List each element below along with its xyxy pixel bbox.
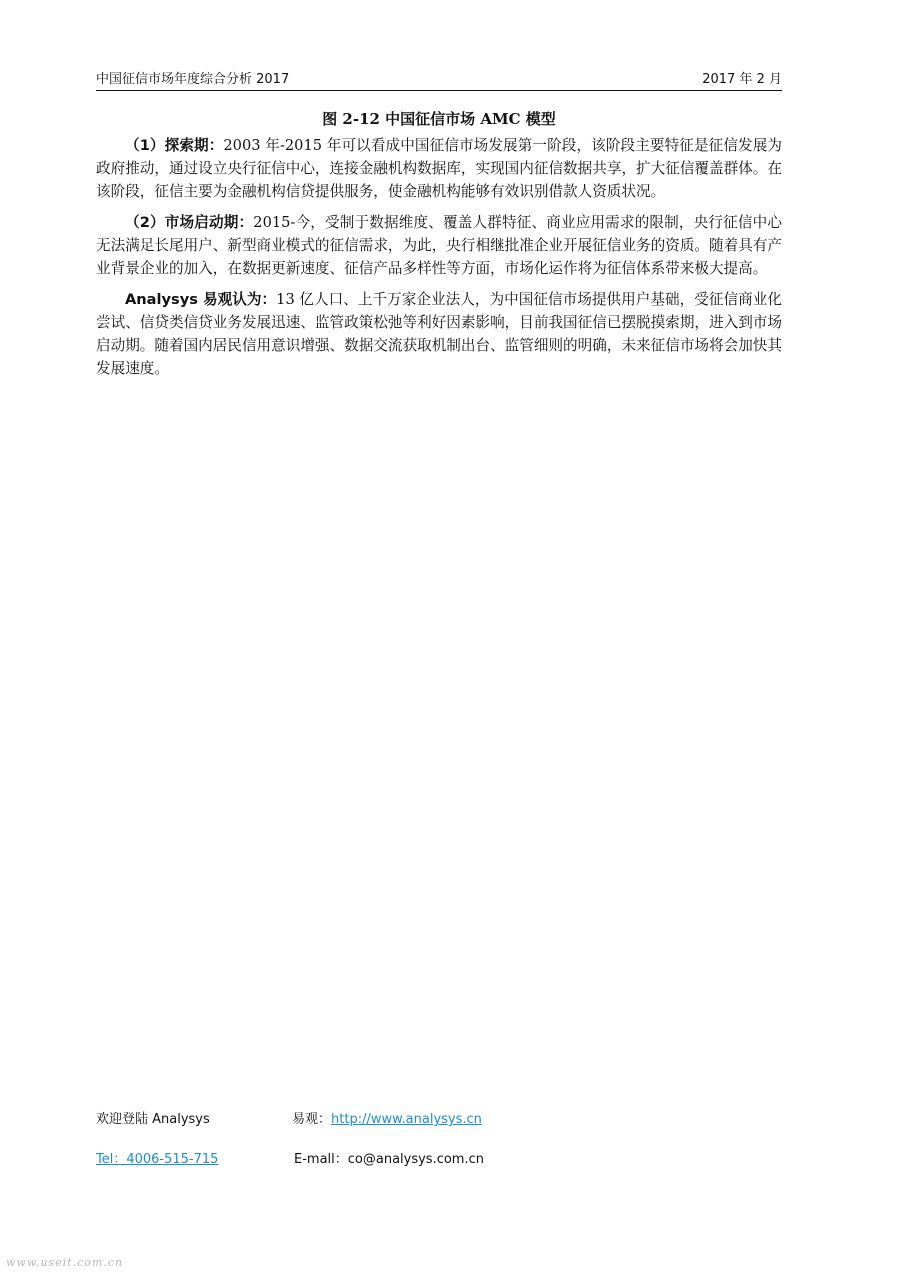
website-link[interactable]: http://www.analysys.cn — [331, 1112, 482, 1127]
paragraph-analysys-view — [96, 288, 782, 380]
paragraph-lead: （1）探索期： — [125, 137, 224, 154]
paragraph-market-start — [96, 211, 782, 280]
figure-title: 图 2-12 中国征信市场 AMC 模型 — [322, 110, 556, 128]
paragraph-lead: （2）市场启动期： — [125, 214, 254, 231]
footer-site-label: 易观： — [292, 1112, 332, 1127]
page-header — [96, 66, 782, 91]
watermark: www.useit.com.cn — [6, 1256, 124, 1269]
header-date: 2017 年 2 月 — [702, 72, 782, 87]
footer-welcome: 欢迎登陆 Analysys — [96, 1112, 210, 1127]
paragraph-text: 2015-今，受制于数据维度、覆盖人群特征、商业应用需求的限制，央行征信中心无法满足长尾用户、新型商业模式的征信需求，为此，央行相继批准企业开展征信业务的资质。随着具有产业背景企业的加入，在数据更新速度、征信产品多样性等方面，市场化运作将为征信体系带来极大提高。 — [96, 214, 782, 277]
footer-site — [292, 1108, 482, 1127]
header-report-title: 中国征信市场年度综合分析 2017 — [96, 72, 290, 87]
paragraph-exploration — [96, 134, 782, 203]
body-text — [96, 134, 782, 388]
paragraph-lead: Analysys 易观认为： — [125, 291, 277, 308]
telephone-link[interactable]: Tel：4006-515-715 — [96, 1152, 219, 1167]
paragraph-text: 13 亿人口、上千万家企业法人，为中国征信市场提供用户基础，受征信商业化尝试、信贷类信贷业务发展迅速、监管政策松弛等利好因素影响，目前我国征信已摆脱摸索期，进入到市场启动期。随着国内居民信用意识增强、数据交流获取机制出台、监管细则的明确，未来征信市场将会加快其发展速度。 — [96, 291, 782, 377]
footer-email: E-mall：co@analysys.com.cn — [294, 1152, 484, 1167]
paragraph-text: 2003 年-2015 年可以看成中国征信市场发展第一阶段，该阶段主要特征是征信发展为政府推动，通过设立央行征信中心，连接金融机构数据库，实现国内征信数据共享，扩大征信覆盖群体。在该阶段，征信主要为金融机构信贷提供服务，使金融机构能够有效识别借款人资质状况。 — [96, 137, 783, 200]
